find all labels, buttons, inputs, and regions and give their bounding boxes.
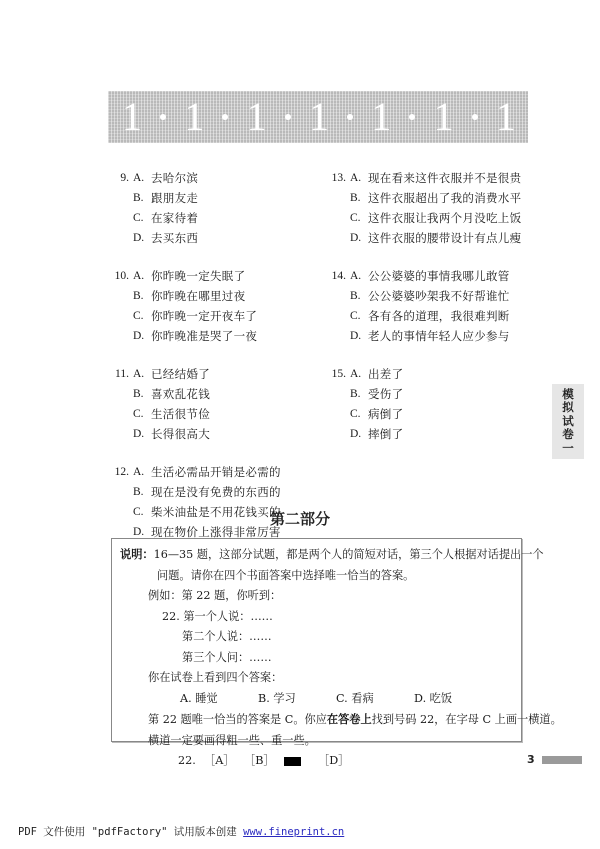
- questions-left-column: [105, 168, 281, 560]
- example-answers: [112, 689, 521, 710]
- explanation-line-2: 横道一定要画得粗一些、重一些。: [148, 733, 316, 747]
- sheet-number: 22.: [178, 754, 196, 767]
- option-text: 柴米油盐是不用花钱买的: [151, 505, 281, 519]
- question-number: [322, 286, 350, 306]
- option-row: [105, 208, 281, 228]
- option-letter: A.: [350, 270, 362, 282]
- question-number: 10.: [114, 270, 129, 282]
- option-row: [105, 286, 281, 306]
- question-number: [322, 404, 350, 424]
- option-letter: A.: [350, 368, 362, 380]
- option-text: 去哈尔滨: [151, 171, 199, 185]
- option-letter: C.: [350, 212, 361, 224]
- option-text: 这件衣服超出了我的消费水平: [368, 191, 522, 205]
- option-text: 你昨晚准是哭了一夜: [151, 329, 258, 343]
- explanation-line-1: [112, 709, 562, 731]
- example-dialog-3: 第三个人问：……: [182, 650, 272, 664]
- side-tab-char: 拟: [562, 400, 574, 415]
- option-row: [105, 266, 281, 286]
- question-number: [105, 326, 133, 346]
- option-letter: D.: [133, 232, 145, 244]
- questions-right-column: [322, 168, 521, 462]
- section-banner: [108, 91, 528, 143]
- option-row: [322, 286, 521, 306]
- option-text: 出差了: [368, 367, 404, 381]
- option-row: [105, 482, 281, 502]
- option-text: 公公婆婆的事情我哪儿敢管: [368, 269, 510, 283]
- option-text: 喜欢乱花钱: [151, 387, 210, 401]
- option-row: [322, 208, 521, 228]
- option-text: 现在物价上涨得非常厉害: [151, 525, 281, 539]
- question-number: [105, 286, 133, 306]
- option-text: 现在是没有免费的东西的: [151, 485, 281, 499]
- footer-text: PDF 文件使用 "pdfFactory" 试用版本创建: [18, 826, 244, 838]
- side-tab-mock-exam-1: [552, 384, 584, 459]
- question-12: [105, 462, 281, 542]
- option-text: 你昨晚在哪里过夜: [151, 289, 246, 303]
- option-letter: B.: [133, 486, 144, 498]
- option-letter: A.: [133, 368, 145, 380]
- option-row: [322, 228, 521, 248]
- option-text: 各有各的道理，我很难判断: [368, 309, 510, 323]
- question-11: [105, 364, 281, 444]
- option-letter: C.: [133, 212, 144, 224]
- sheet-option-a: ［A］: [204, 754, 235, 767]
- question-number: [105, 482, 133, 502]
- page-number: 3: [527, 753, 535, 766]
- question-number: [105, 306, 133, 326]
- option-letter: C.: [350, 408, 361, 420]
- option-row: [322, 424, 521, 444]
- sheet-option-c-filled: [284, 751, 318, 772]
- option-row: [322, 326, 521, 346]
- option-letter: A.: [350, 172, 362, 184]
- option-text: 长得很高大: [151, 427, 210, 441]
- explain-bold: 在答卷上: [326, 712, 372, 726]
- option-row: [105, 326, 281, 346]
- option-text: 老人的事情年轻人应少参与: [368, 329, 510, 343]
- option-text: 生活必需品开销是必需的: [151, 465, 281, 479]
- answer-sheet-example: [112, 751, 521, 772]
- question-number: [322, 384, 350, 404]
- question-number: [105, 188, 133, 208]
- option-row: [322, 384, 521, 404]
- banner-dot: [409, 114, 415, 120]
- question-number: [322, 424, 350, 444]
- option-text: 生活很节俭: [151, 407, 210, 421]
- pdf-footer: [18, 824, 344, 839]
- option-letter: A.: [133, 466, 145, 478]
- option-letter: D.: [350, 428, 362, 440]
- option-text: 去买东西: [151, 231, 199, 245]
- sheet-option-b: ［B］: [244, 754, 275, 767]
- side-tab-char: 一: [562, 440, 574, 455]
- instructions-line-2: 问题。请你在四个书面答案中选择唯一恰当的答案。: [157, 568, 415, 582]
- option-letter: D.: [350, 330, 362, 342]
- question-number: 14.: [331, 270, 346, 282]
- option-letter: D.: [133, 428, 145, 440]
- option-row: [322, 306, 521, 326]
- example-intro: 例如：第 22 题，你听到：: [148, 589, 282, 602]
- option-row: [105, 306, 281, 326]
- question-number: 9.: [120, 172, 129, 184]
- banner-dot: [347, 114, 353, 120]
- example-number: 22.: [162, 609, 180, 623]
- question-14: [322, 266, 521, 346]
- explain-part-1: 第 22 题唯一恰当的答案是 C。你应: [148, 713, 327, 726]
- option-letter: C.: [133, 408, 144, 420]
- question-number: [105, 424, 133, 444]
- answer-d: D. 吃饭: [414, 691, 453, 705]
- option-letter: B.: [350, 192, 361, 204]
- instructions-box: [111, 538, 562, 767]
- option-text: 在家待着: [151, 211, 199, 225]
- option-letter: C.: [133, 310, 144, 322]
- banner-digit: 1: [122, 94, 142, 139]
- side-tab-char: 卷: [562, 427, 574, 442]
- option-letter: A.: [133, 270, 145, 282]
- question-number: 13.: [331, 172, 346, 184]
- dialog-1-text: 第一个人说：……: [183, 609, 273, 623]
- option-letter: D.: [133, 330, 145, 342]
- banner-dot: [285, 114, 291, 120]
- question-number: [105, 208, 133, 228]
- page-number-bar: [542, 756, 582, 764]
- example-dialog-1: [112, 607, 521, 628]
- option-letter: D.: [133, 526, 145, 538]
- option-letter: B.: [133, 192, 144, 204]
- question-number: [105, 228, 133, 248]
- option-text: 公公婆婆吵架我不好帮谁忙: [368, 289, 510, 303]
- question-10: [105, 266, 281, 346]
- instructions-label: 说明：: [120, 547, 154, 561]
- side-tab-char: 试: [562, 413, 574, 428]
- option-row: [105, 228, 281, 248]
- option-letter: B.: [350, 388, 361, 400]
- option-text: 这件衣服的腰带设计有点儿瘦: [368, 231, 522, 245]
- banner-dot: [160, 114, 166, 120]
- option-text: 现在看来这件衣服并不是很贵: [368, 171, 522, 185]
- option-row: [105, 424, 281, 444]
- instructions-line-1: [112, 544, 544, 566]
- option-text: 跟朋友走: [151, 191, 199, 205]
- option-row: [322, 168, 521, 188]
- question-number: [322, 228, 350, 248]
- option-text: 你昨晚一定失眠了: [151, 269, 246, 283]
- banner-digit: 1: [371, 94, 392, 139]
- question-13: [322, 168, 521, 248]
- question-15: [322, 364, 521, 444]
- option-letter: D.: [350, 232, 362, 244]
- question-number: [322, 326, 350, 346]
- option-letter: B.: [133, 290, 144, 302]
- option-text: 摔倒了: [368, 427, 404, 441]
- option-row: [105, 384, 281, 404]
- option-text: 受伤了: [368, 387, 404, 401]
- banner-digit: 1: [433, 94, 454, 139]
- option-row: [322, 404, 521, 424]
- question-number: [105, 384, 133, 404]
- option-text: 这件衣服让我两个月没吃上饭: [368, 211, 522, 225]
- option-letter: B.: [350, 290, 361, 302]
- option-text: 已经结婚了: [151, 367, 210, 381]
- sheet-option-d: ［D］: [318, 754, 350, 767]
- option-letter: A.: [133, 172, 145, 184]
- banner-digit: 1: [308, 94, 329, 139]
- banner-digit: 1: [184, 94, 205, 139]
- option-row: [322, 364, 521, 384]
- example-dialog-2: 第二个人说：……: [182, 630, 272, 643]
- instructions-text-1: 16—35 题，这部分试题，都是两个人的简短对话，第三个人根据对话提出一个: [153, 548, 544, 561]
- see-answers-line: 你在试卷上看到四个答案：: [148, 671, 283, 684]
- explain-part-2: 找到号码 22，在字母 C 上画一横道。: [371, 713, 562, 726]
- option-row: [105, 462, 281, 482]
- option-letter: C.: [350, 310, 361, 322]
- question-number: 11.: [115, 368, 129, 380]
- question-number: [322, 306, 350, 326]
- option-row: [322, 266, 521, 286]
- question-number: 15.: [331, 368, 346, 380]
- side-tab-char: 模: [562, 386, 574, 401]
- banner-dot: [472, 114, 478, 120]
- option-row: [322, 188, 521, 208]
- option-row: [105, 364, 281, 384]
- answer-b: B. 学习: [258, 691, 296, 705]
- question-number: [322, 208, 350, 228]
- option-letter: B.: [133, 388, 144, 400]
- answer-a: A. 睡觉: [180, 691, 218, 705]
- footer-link[interactable]: www.fineprint.cn: [243, 826, 345, 838]
- question-9: [105, 168, 281, 248]
- option-row: [105, 404, 281, 424]
- section-title: 第二部分: [269, 510, 330, 528]
- answer-c: C. 看病: [336, 691, 374, 705]
- option-text: 你昨晚一定开夜车了: [151, 309, 258, 323]
- banner-dot: [222, 114, 228, 120]
- question-number: [322, 188, 350, 208]
- option-letter: C.: [133, 506, 144, 518]
- option-row: [105, 168, 281, 188]
- question-number: 12.: [114, 466, 129, 478]
- banner-digit: 1: [495, 94, 516, 139]
- option-row: [105, 188, 281, 208]
- question-number: [105, 404, 133, 424]
- banner-digit: 1: [246, 94, 267, 139]
- option-text: 病倒了: [368, 407, 404, 421]
